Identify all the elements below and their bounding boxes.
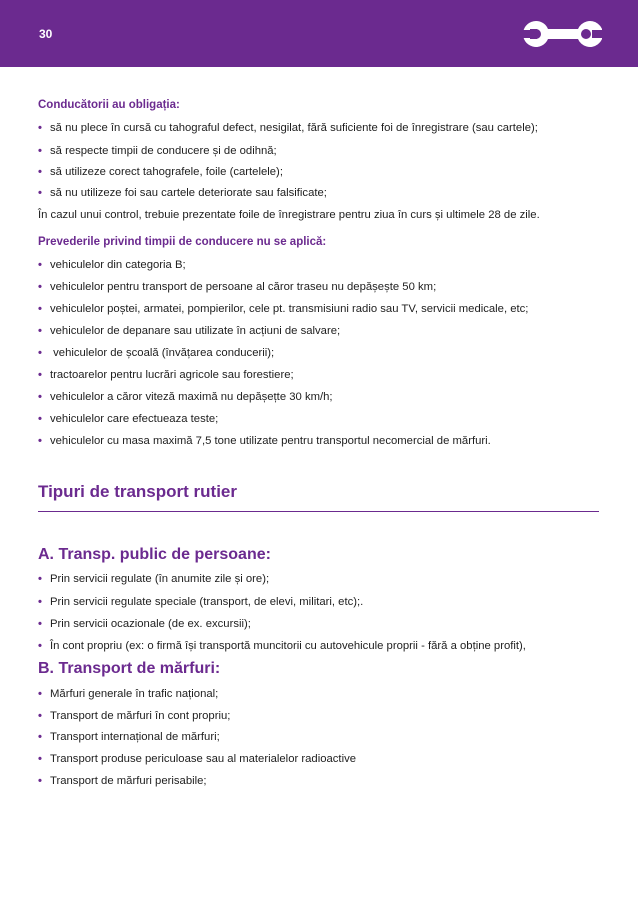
control-note: În cazul unui control, trebuie prezentate foile de înregistrare pentru ziua în curs și ultimele 28 de zile. (38, 209, 540, 221)
list-item: • Prin servicii ocazionale (de ex. excursii); (38, 618, 251, 630)
exemptions-heading: Prevederile privind timpii de conducere nu se aplică: (38, 236, 327, 248)
list-item: • Transport internațional de mărfuri; (38, 731, 220, 743)
list-item: • Transport de mărfuri perisabile; (38, 775, 207, 787)
list-item: • Transport de mărfuri în cont propriu; (38, 710, 231, 722)
page-number: 30 (39, 27, 53, 41)
wrench-icon (522, 18, 602, 50)
public-transport-heading: A. Transp. public de persoane: (38, 546, 271, 563)
list-item: • Transport produse periculoase sau al materialelor radioactive (38, 753, 357, 765)
obligations-heading: Conducătorii au obligația: (38, 99, 180, 111)
list-item: • vehiculelor de școală (învățarea conducerii); (38, 347, 275, 359)
list-item: • tractoarelor pentru lucrări agricole sau forestiere; (38, 369, 294, 381)
list-item: • vehiculelor de depanare sau utilizate în acțiuni de salvare; (38, 325, 341, 337)
list-item: • vehiculelor care efectueaza teste; (38, 413, 219, 425)
list-item: • să utilizeze corect tahografele, foile (cartelele); (38, 166, 283, 178)
list-item: • să nu utilizeze foi sau cartele deteriorate sau falsificate; (38, 187, 327, 199)
list-item: • Prin servicii regulate (în anumite zile și ore); (38, 573, 270, 585)
list-item: • vehiculelor a căror viteză maximă nu depășețte 30 km/h; (38, 391, 333, 403)
list-item: • Mărfuri generale în trafic național; (38, 688, 219, 700)
list-item: • să respecte timpii de conducere și de odihnă; (38, 145, 277, 157)
section-title: Tipuri de transport rutier (38, 482, 237, 501)
list-item: • Prin servicii regulate speciale (transport, de elevi, militari, etc);. (38, 596, 364, 608)
list-item: • vehiculelor cu masa maximă 7,5 tone utilizate pentru transportul necomercial de mărfuri. (38, 435, 491, 447)
list-item: • vehiculelor poștei, armatei, pompierilor, cele pt. transmisiuni radio sau TV, servicii medicale, etc; (38, 303, 529, 315)
page-header (0, 0, 638, 67)
list-item: • vehiculelor din categoria B; (38, 259, 186, 271)
section-divider (38, 511, 599, 512)
list-item: • În cont propriu (ex: o firmă își transportă muncitorii cu autovehicule proprii - fără a obține profit), (38, 640, 526, 652)
goods-transport-heading: B. Transport de mărfuri: (38, 660, 221, 677)
list-item: • să nu plece în cursă cu tahograful defect, nesigilat, fără suficiente foi de înregistrare (sau cartele); (38, 122, 538, 134)
list-item: • vehiculelor pentru transport de persoane al căror traseu nu depășește 50 km; (38, 281, 437, 293)
